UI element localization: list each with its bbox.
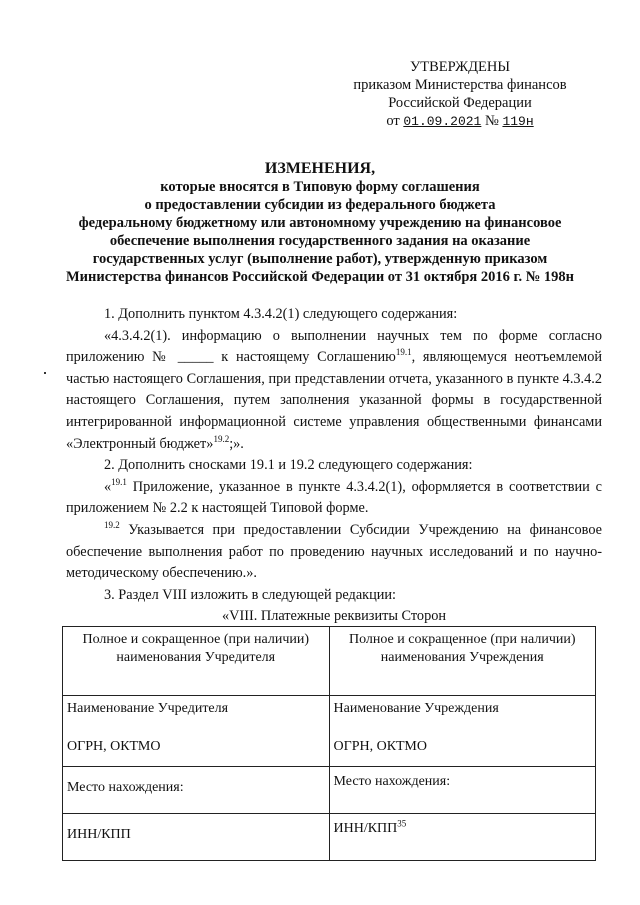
- table-caption: «VIII. Платежные реквизиты Сторон: [221, 608, 447, 625]
- paragraph-4: «$^{19.1}$ Приложение, указанное в пункте 4.3.4.2(1), оформляется в соответствии с приложением № 2.2 к настоящей Типовой форме.: [66, 476, 602, 517]
- document-body: [66, 304, 602, 628]
- paragraph-5: $^{19.2}$ Указывается при предоставлении Субсидии Учреждению на финансовое обеспечение выполнения работ по проведению научных исследований и по научно-методическому обеспечению.».: [66, 520, 602, 582]
- table-header-cell: Полное и сокращенное (при наличии) наименования Учреждения: [329, 627, 596, 696]
- paragraph-6: 3. Раздел VIII изложить в следующей редакции:: [104, 586, 397, 603]
- table-header-cell: Полное и сокращенное (при наличии) наименования Учредителя: [63, 627, 330, 696]
- paragraph-1: 1. Дополнить пунктом 4.3.4.2(1) следующего содержания:: [104, 306, 458, 322]
- approval-title: УТВЕРЖДЕНЫ: [409, 59, 511, 75]
- requisites-table: [62, 626, 596, 861]
- table-header-row: [63, 627, 596, 696]
- table-row: [63, 814, 596, 861]
- table-row: [63, 696, 596, 767]
- paragraph-2: «4.3.4.2(1). информацию о выполнении научных тем по форме согласно приложению № _____ к настоящему Соглашению$^{19.1}$, являющемуся неотъемлемой частью настоящего Соглашения, при представлении отчета, указанного в пункте 4.3.4.2 настоящего Соглашения, путем заполнения указанной формы в государственной интегрированной информационной системе управления общественными финансами «Электронный бюджет»$^{19.2}$;».: [66, 327, 602, 452]
- table-cell: Наименование Учредителя ОГРН, ОКТМО: [63, 696, 330, 767]
- table-cell: Наименование Учреждения ОГРН, ОКТМО: [329, 696, 596, 767]
- table-cell: Место нахождения:: [63, 767, 330, 814]
- table-cell: Место нахождения:: [329, 767, 596, 814]
- document-title: ИЗМЕНЕНИЯ, которые вносятся в Типовую форму соглашения о предоставлении субсидии из федерального бюджета федеральному бюджетному или автономному учреждению на финансовое обеспечение выполнения государственного задания на оказание государственных услуг (выполнение работ), утвержденную приказом Министерства финансов Российской Федерации от 31 октября 2016 г. № 198н: [60, 160, 580, 286]
- paragraph-3: 2. Дополнить сносками 19.1 и 19.2 следующего содержания:: [104, 457, 473, 474]
- table-cell: ИНН/КПП: [63, 814, 330, 861]
- approval-block: [340, 58, 580, 131]
- title-heading: ИЗМЕНЕНИЯ,: [264, 160, 376, 177]
- table-row: [63, 767, 596, 814]
- approval-line-country: Российской Федерации: [388, 95, 532, 111]
- table-cell: ИНН/КПП$^{35}$: [329, 814, 596, 861]
- approval-line-order: приказом Министерства финансов: [353, 77, 567, 93]
- approval-date-line: от 01.09.2021 № 119н: [386, 113, 534, 129]
- approval-number: 119н: [502, 114, 534, 129]
- margin-mark: [44, 372, 46, 374]
- approval-date: 01.09.2021: [403, 114, 482, 129]
